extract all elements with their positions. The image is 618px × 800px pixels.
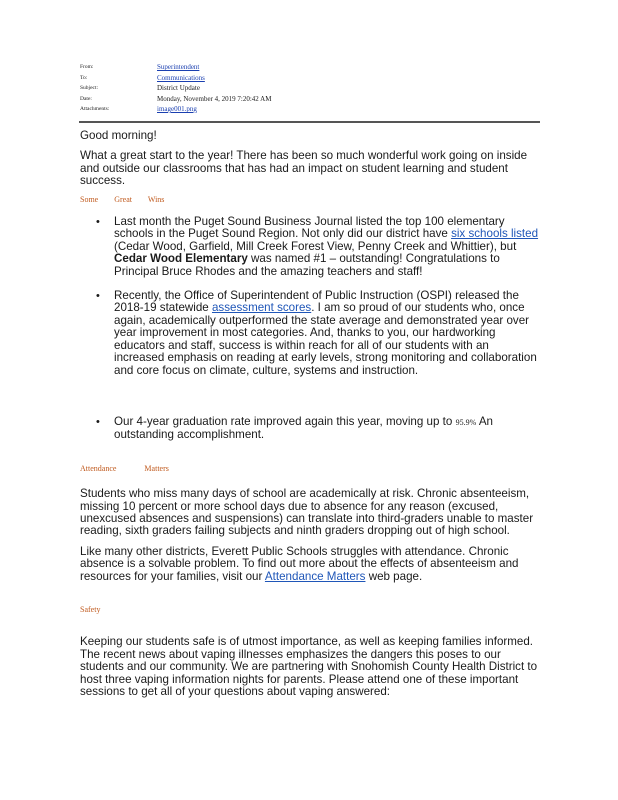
header-row-to xyxy=(80,73,540,84)
date-label: Date: xyxy=(80,95,92,102)
win1-text-a: Last month the Puget Sound Business Journal listed the top 100 elementary schools in the Puget Sound Region. Not only did our district have xyxy=(114,215,505,241)
attendance-paragraph-2 xyxy=(80,546,540,583)
list-item xyxy=(80,416,540,442)
from-label: From: xyxy=(80,64,94,70)
win3-text-a: Our 4-year graduation rate improved again this year, moving up to xyxy=(114,414,456,428)
subject-value: District Update xyxy=(157,84,200,92)
attachment-link[interactable]: image001.png xyxy=(157,105,197,113)
section-heading-attendance: Attendance Matters xyxy=(80,463,169,473)
wins-list xyxy=(80,216,540,442)
greeting: Good morning! xyxy=(80,129,157,142)
win1-text-b: (Cedar Wood, Garfield, Mill Creek Forest View, Penny Creek and Whittier), but xyxy=(114,239,517,253)
att2-text-b: web page. xyxy=(365,569,423,583)
intro-paragraph: What a great start to the year! There has been so much wonderful work going on inside and outside our classrooms that has had an impact on student learning and student success. xyxy=(80,149,528,188)
att2-text-a: Like many other districts, Everett Public Schools struggles with attendance. Chronic absence is a solvable problem. To find out more about the effects of absenteeism and resources for your families, visit our xyxy=(80,544,519,583)
win1-text-c: was named #1 – outstanding! Congratulations to Principal Bruce Rhodes and the amazing teachers and staff! xyxy=(114,252,500,278)
to-link[interactable]: Communications xyxy=(157,73,205,82)
assessment-scores-link[interactable]: assessment scores xyxy=(211,301,312,315)
email-body xyxy=(80,128,540,698)
to-label: To: xyxy=(80,74,88,81)
header-row-date xyxy=(80,94,540,105)
win3-text-b: An outstanding accomplishment. xyxy=(114,414,493,442)
attendance-paragraph-1: Students who miss many days of school are academically at risk. Chronic absenteeism, missing 10 percent or more school days due to absence for any reason (excused, unexcused absences and suspensions) can translate into third-graders unable to master reading, sixth graders failing subjects and ninth graders dropping out of high school. xyxy=(80,487,534,538)
six-schools-link[interactable]: six schools listed xyxy=(451,227,539,241)
from-link[interactable]: Superintendent xyxy=(157,63,200,71)
attendance-matters-link[interactable]: Attendance Matters xyxy=(264,569,366,583)
email-header xyxy=(80,62,540,115)
list-item xyxy=(80,216,540,278)
safety-paragraph: Keeping our students safe is of utmost importance, as well as keeping families informed. The recent news about vaping illnesses emphasizes the dangers this poses to our students and our community. We are partnering with Snohomish County Health District to host three vaping information nights for parents. Please attend one of these important sessions to get all of your questions about vaping answered: xyxy=(80,635,538,698)
attachments-label: Attachments: xyxy=(80,106,110,112)
header-row-subject xyxy=(80,83,540,94)
list-item xyxy=(80,290,540,377)
section-heading-wins: Some Great Wins xyxy=(80,194,165,204)
graduation-rate: 95.9% xyxy=(455,417,477,427)
header-row-from xyxy=(80,62,540,73)
win1-bold: Cedar Wood Elementary xyxy=(114,252,248,266)
header-divider xyxy=(79,121,540,123)
subject-label: Subject: xyxy=(80,85,99,91)
date-value: Monday, November 4, 2019 7:20:42 AM xyxy=(157,94,272,103)
win2-text-a: Recently, the Office of Superintendent of Public Instruction (OSPI) released the 2018-19 statewide xyxy=(114,289,519,315)
section-heading-safety: Safety xyxy=(80,604,101,614)
header-row-attachments xyxy=(80,104,540,115)
win2-text-b: . I am so proud of our students who, once again, academically outperformed the state average and demonstrated year over year improvement in most categories. And, thanks to you, our hardworking educators and staff, success is within reach for all of our students with an increased emphasis on reading at early levels, strong monitoring and collaboration and core focus on climate, culture, systems and instruction. xyxy=(114,301,537,377)
